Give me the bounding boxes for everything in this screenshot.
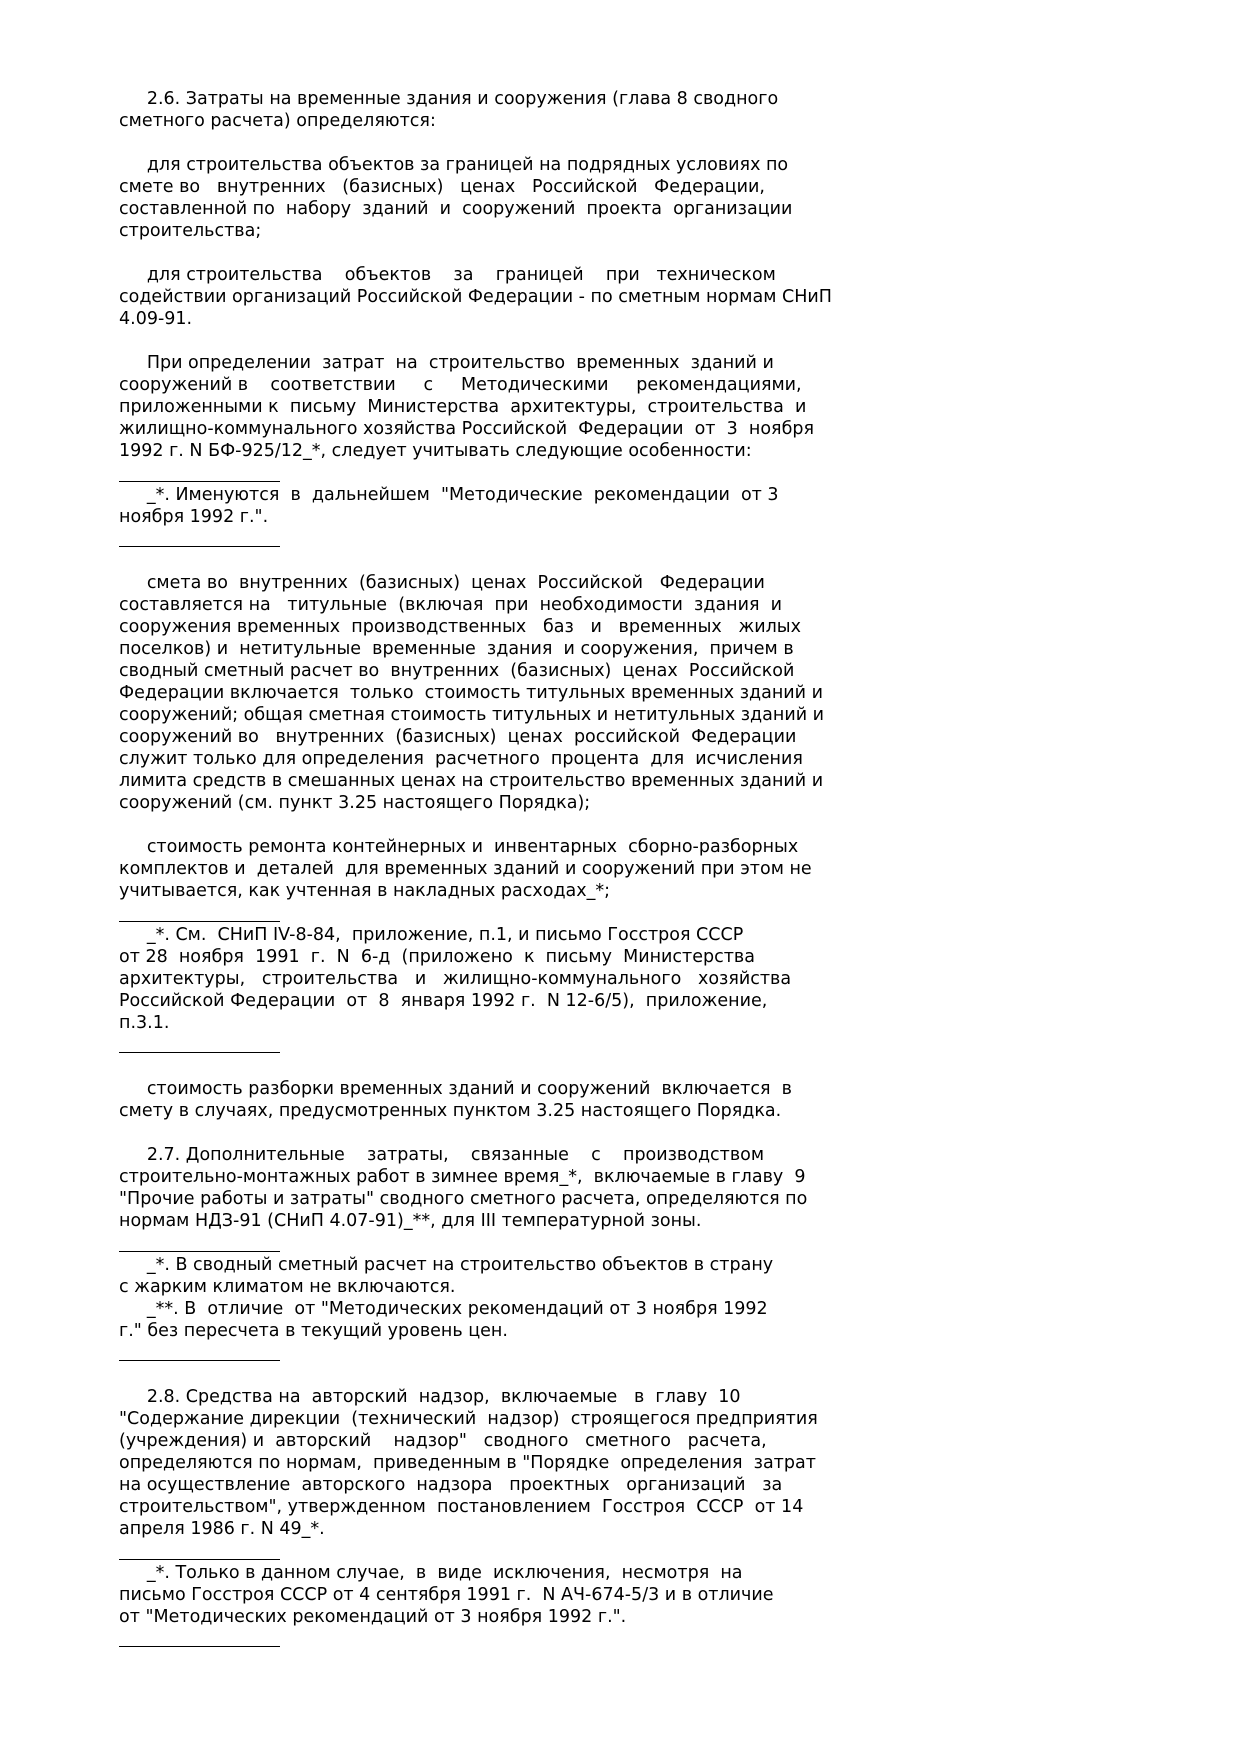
text-line: При определении затрат на строительство временных зданий и (119, 353, 774, 373)
text-line: для строительства объектов за границей при техническом (119, 265, 776, 285)
text-line: содействии организаций Российской Федерации - по сметным нормам СНиП (119, 287, 832, 307)
footnote-divider (119, 1646, 280, 1647)
text-line: 2.6. Затраты на временные здания и сооружения (глава 8 сводного (119, 89, 779, 109)
text-line: сооружения временных производственных баз и временных жилых (119, 617, 801, 637)
text-line: для строительства объектов за границей на подрядных условиях по (119, 155, 789, 175)
footnote-line: письмо Госстроя СССР от 4 сентября 1991 г. N АЧ-674-5/3 и в отличие (119, 1585, 774, 1605)
text-line: 4.09-91. (119, 309, 193, 329)
footnote-line: с жарким климатом не включаются. (119, 1277, 456, 1297)
text-line: 1992 г. N БФ-925/12_*, следует учитывать следующие особенности: (119, 441, 752, 461)
text-line: комплектов и деталей для временных зданий и сооружений при этом не (119, 859, 812, 879)
footnote-divider (119, 921, 280, 922)
text-line: сооружений в соответствии с Методическими рекомендациями, (119, 375, 802, 395)
footnote-line: _*. Именуются в дальнейшем "Методические рекомендации от 3 (119, 485, 779, 505)
text-line: приложенными к письму Министерства архитектуры, строительства и (119, 397, 807, 417)
footnote-line: ноября 1992 г.". (119, 507, 269, 527)
text-line: лимита средств в смешанных ценах на строительство временных зданий и (119, 771, 824, 791)
text-line: сооружений (см. пункт 3.25 настоящего Порядка); (119, 793, 591, 813)
footnote-line: _**. В отличие от "Методических рекомендаций от 3 ноября 1992 (119, 1299, 768, 1319)
text-line: поселков) и нетитульные временные здания и сооружения, причем в (119, 639, 794, 659)
text-line: учитывается, как учтенная в накладных расходах_*; (119, 881, 611, 901)
text-line: 2.8. Средства на авторский надзор, включаемые в главу 10 (119, 1387, 741, 1407)
text-line: сооружений; общая сметная стоимость титульных и нетитульных зданий и (119, 705, 824, 725)
footnote-divider (119, 546, 280, 547)
text-line: нормам НДЗ-91 (СНиП 4.07-91)_**, для III температурной зоны. (119, 1211, 702, 1231)
footnote-line: от 28 ноября 1991 г. N 6-д (приложено к письму Министерства (119, 947, 755, 967)
text-line: смету в случаях, предусмотренных пунктом 3.25 настоящего Порядка. (119, 1101, 782, 1121)
footnote-line: г." без пересчета в текущий уровень цен. (119, 1321, 508, 1341)
text-line: сводный сметный расчет во внутренних (базисных) ценах Российской (119, 661, 795, 681)
text-line: определяются по нормам, приведенным в "Порядке определения затрат (119, 1453, 816, 1473)
text-line: Федерации включается только стоимость титульных временных зданий и (119, 683, 823, 703)
footnote-line: _*. Только в данном случае, в виде исключения, несмотря на (119, 1563, 743, 1583)
text-line: сметного расчета) определяются: (119, 111, 436, 131)
text-line: строительно-монтажных работ в зимнее время_*, включаемые в главу 9 (119, 1167, 806, 1187)
text-line: (учреждения) и авторский надзор" сводного сметного расчета, (119, 1431, 767, 1451)
text-line: составленной по набору зданий и сооружений проекта организации (119, 199, 793, 219)
text-line: апреля 1986 г. N 49_*. (119, 1519, 325, 1539)
footnote-line: от "Методических рекомендаций от 3 ноября 1992 г.". (119, 1607, 627, 1627)
footnote-divider (119, 1251, 280, 1252)
footnote-divider (119, 1360, 280, 1361)
text-line: составляется на титульные (включая при необходимости здания и (119, 595, 783, 615)
text-line: служит только для определения расчетного процента для исчисления (119, 749, 803, 769)
text-line: 2.7. Дополнительные затраты, связанные с производством (119, 1145, 765, 1165)
footnote-divider (119, 481, 280, 482)
text-line: "Прочие работы и затраты" сводного сметного расчета, определяются по (119, 1189, 808, 1209)
text-line: строительства; (119, 221, 262, 241)
text-line: на осуществление авторского надзора проектных организаций за (119, 1475, 783, 1495)
footnote-line: п.3.1. (119, 1013, 170, 1033)
footnote-divider (119, 1052, 280, 1053)
footnote-line: _*. См. СНиП IV-8-84, приложение, п.1, и письмо Госстроя СССР (119, 925, 744, 945)
text-line: стоимость ремонта контейнерных и инвентарных сборно-разборных (119, 837, 799, 857)
footnote-divider (119, 1559, 280, 1560)
text-line: "Содержание дирекции (технический надзор) строящегося предприятия (119, 1409, 818, 1429)
text-line: строительством", утвержденном постановлением Госстроя СССР от 14 (119, 1497, 804, 1517)
footnote-line: Российской Федерации от 8 января 1992 г. N 12-6/5), приложение, (119, 991, 768, 1011)
text-line: сооружений во внутренних (базисных) ценах российской Федерации (119, 727, 797, 747)
footnote-line: _*. В сводный сметный расчет на строительство объектов в страну (119, 1255, 774, 1275)
text-line: смете во внутренних (базисных) ценах Российской Федерации, (119, 177, 765, 197)
text-line: жилищно-коммунального хозяйства Российской Федерации от 3 ноября (119, 419, 814, 439)
text-line: смета во внутренних (базисных) ценах Российской Федерации (119, 573, 765, 593)
text-line: стоимость разборки временных зданий и сооружений включается в (119, 1079, 792, 1099)
footnote-line: архитектуры, строительства и жилищно-коммунального хозяйства (119, 969, 792, 989)
